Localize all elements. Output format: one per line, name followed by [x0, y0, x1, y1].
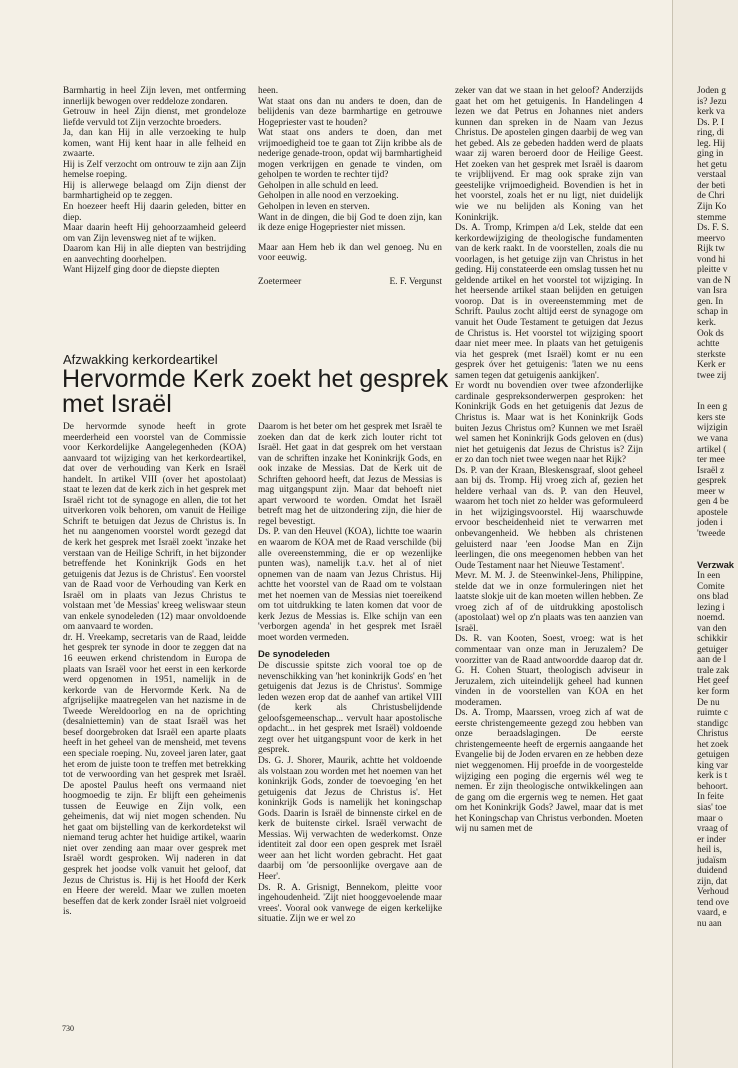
edge-line: getuiger [697, 644, 728, 655]
edge-line: wijzigin [697, 423, 728, 434]
article-column-2 [258, 422, 442, 1018]
edge-line: noemd. [697, 613, 725, 624]
signature-place: Zoetermeer [258, 276, 302, 287]
edge-line: maar o [697, 813, 723, 824]
paragraph: zeker van dat we staan in het geloof? Anderzijds gaat het om het getuigenis. In Handelingen 4 lezen we dat Petrus en Johannes niet anders kunnen dan spreken in de Naam van Jezus Christus. De apostelen gingen daarbij de weg van het gebed. Als ze gebeden hadden werd de plaats waar zij waren beroerd door de Heilige Geest. Het zoeken van het gesprek met Israël is daarom te vrijblijvend. Er mag ook sprake zijn van geestelijke vrijmoedigheid. Bovendien is het in het voorstel, zoals het er nu ligt, niet duidelijk wie we nu belijden als Koning van het Koninkrijk. [455, 86, 643, 223]
page-number: 730 [62, 1024, 74, 1033]
paragraph: Ds. R. van Kooten, Soest, vroeg: wat is het commentaar van onze man in Jeruzalem? De voorzitter van de Raad antwoordde daarop dat dr. G. H. Cohen Stuart, theologisch adviseur in Jeruzalem, zich uiteindelijk geheel had kunnen vinden in de voorstellen van KOA en het moderamen. [455, 634, 643, 708]
edge-line: aan de l [697, 655, 727, 666]
edge-line: we vana [697, 433, 728, 444]
edge-line: 'tweede [697, 528, 726, 539]
edge-line: leg. Hij [697, 138, 726, 149]
paragraph: Getrouw in heel Zijn dienst, met grondeloze liefde vervuld tot Zijn verzochte broeders. [63, 107, 246, 128]
edge-line: vraag of [697, 824, 728, 835]
edge-line: het zoek [697, 739, 729, 750]
paragraph: Ds. P. van den Heuvel (KOA), lichtte toe waarin en waarom de KOA met de Raad verschilde (bij alle overeenstemming, die er op wezenlijke punten was), namelijk t.a.v. het al of niet opnemen van de naam van Jezus Christus. Hij achtte het voorstel van de Raad om te volstaan met het noemen van de Messias niet toereikend om tot uitdrukking te laten komen dat voor de kerk Jezus de Messias is. Elke schijn van een 'verborgen agenda' in het gesprek met Israël moet worden vermeden. [258, 527, 442, 643]
edge-line: artikel ( [697, 444, 727, 455]
edge-line: lezing i [697, 602, 725, 613]
edge-line: ruimte c [697, 708, 728, 719]
edge-line [697, 381, 738, 402]
edge-line: ter mee [697, 455, 725, 466]
edge-line: In een g [697, 402, 728, 413]
edge-line: ons blad [697, 592, 729, 603]
paragraph: Wat staat ons dan nu anders te doen, dan de belijdenis van deze barmhartige en getrouwe Hogepriester vast te houden? [258, 96, 442, 128]
edge-line: Zijn Ko [697, 202, 727, 213]
edge-line: zijn, dat [697, 876, 728, 887]
paragraph: Ds. R. A. Grisnigt, Bennekom, pleitte voor ingehoudenheid. 'Zijt niet hooggevoelende maar vrees'. Vooral ook vanwege de eigen kerkelijke situatie. Zijn we er wel zo [258, 882, 442, 925]
paragraph: heen. [258, 86, 279, 96]
paragraph: dr. H. Vreekamp, secretaris van de Raad, leidde het gesprek ter synode in door te zeggen dat na 16 eeuwen erkend christendom in Europa de plaats van Israël voor het eerst in een kerkorde werd opgenomen in 1951, namelijk in de kerkorde van de Hervormde Kerk. Na de afgrijselijke maatregelen van het nazisme in de Tweede Wereldoorlog en na de oprichting (desalniettemin) van de staat Israël was het besef doorgebroken dat Israël een aparte plaats heeft in het geheel van de mensheid, met tevens een speciale roeping. Nu, zoveel jaren later, gaat het erom de juiste toon te treffen met betrekking tot de verwoording van het gesprek met Israël. De apostel Paulus heeft ons vermaand niet hoogmoedig te zijn. Er blijft een geheimenis tussen de Eeuwige en Zijn volk, een geheimenis, dat wij niet mogen schenden. Nu het gaat om bijstelling van de kerkordetekst wil niemand terug achter het huidige artikel, waarin niet over zending aan maar over gesprek met Israël wordt gesproken. Wij naderen in dat gesprek het joodse volk vanuit het geloof, dat Jezus de Christus is. Hij is het Hoofd der Kerk en Heere der wereld. Maar we zullen moeten beseffen dat de kerk zonder Israël niet volgroeid is. [63, 632, 246, 918]
paragraph: Geholpen in alle nood en verzoeking. [258, 191, 399, 202]
edge-line: vond hi [697, 254, 726, 265]
edge-line: De nu [697, 697, 720, 708]
article-column-1 [63, 422, 246, 1018]
edge-line: pleitte v [697, 265, 728, 276]
edge-line: getuigen [697, 750, 730, 761]
paragraph: Ja, dan kan Hij in alle verzoeking te hulp komen, want Hij kent haar in alle felheid en zwaarte. [63, 128, 246, 160]
edge-line: sterkste [697, 349, 726, 360]
edge-line: er inder [697, 834, 726, 845]
edge-line: Ds. F. S. [697, 223, 729, 234]
edge-line: Ds. P. I [697, 117, 725, 128]
edge-line: meervo [697, 233, 726, 244]
edge-line: In feite [697, 792, 724, 803]
edge-line: Rijk tw [697, 244, 725, 255]
edge-line [697, 539, 738, 560]
edge-line: judaïsm [697, 855, 727, 866]
article-column-3 [455, 86, 643, 1018]
paragraph: Barmhartig in heel Zijn leven, met ontferming innerlijk bewogen over reddeloze zondaren. [63, 86, 246, 107]
edge-line: van Isra [697, 286, 727, 297]
signature-name: E. F. Vergunst [389, 276, 442, 287]
subheading: De synodeleden [258, 648, 330, 660]
edge-line: stemme [697, 212, 727, 223]
edge-line: kerk va [697, 107, 725, 118]
edge-line: Verhoud [697, 887, 729, 898]
edge-line: kerk. [697, 318, 717, 329]
edge-line: joden i [697, 518, 723, 529]
edge-line: nu aan [697, 919, 722, 930]
edge-line: van de N [697, 275, 731, 286]
edge-line: behoort. [697, 781, 728, 792]
edge-line: achtte [697, 339, 720, 350]
paragraph: Ds. A. Tromp, Krimpen a/d Lek, stelde dat een kerkordewijziging de theologische fundamenten van de kerk raakt. In de voorstellen, zoals die nu voorlagen, is het getuige zijn van Christus in het geding. Hij constateerde een omslag tussen het nu geldende artikel en het voorstel tot wijziging. In het heersende artikel staan belijden en getuigen voorop. Dat is in overeenstemming met de Schrift. Paulus zocht altijd eerst de synagoge om vanuit het Oude Testament te getuigen dat Jezus de Christus is. Het voorstel tot wijziging spoort daar niet meer mee. In plaats van het getuigenis via het gesprek (met Israël) komt er nu een gesprek óver het getuigenis: 'laten we nu eens samen tegen dat getuigenis aankijken'. [455, 223, 643, 381]
edge-line: Verzwak [697, 559, 735, 571]
paragraph: Maar daarin heeft Hij gehoorzaamheid geleerd om van Zijn levensweg niet af te wijken. [63, 223, 246, 244]
edge-line: gen. In [697, 296, 724, 307]
paragraph: Geholpen in leven en sterven. [258, 202, 370, 213]
paragraph: De discussie spitste zich vooral toe op de nevenschikking van 'het koninkrijk Gods' en 'het getuigenis dat Jezus is de Christus'. Sommige leden wezen erop dat de aanhef van artikel VIII (de kerk als Christusbelijdende geloofsgemeenschap... vervult haar apostolische opdacht... in het gesprek met Israël) voldoende zegt over het uitgangspunt voor de kerk in het gesprek. [258, 661, 442, 756]
paragraph: Hij is Zelf verzocht om ontrouw te zijn aan Zijn hemelse roeping. [63, 159, 246, 181]
edge-line: schikkir [697, 634, 728, 645]
edge-line: Christus [697, 729, 729, 740]
edge-line: de Chri [697, 191, 725, 202]
edge-line: twee zij [697, 370, 727, 381]
paragraph: Ds. A. Tromp, Maarssen, vroeg zich af wat de eerste christengemeente gezegd zou hebben van onze beraadslagingen. De eerste christengemeente heeft de ergernis aangaande het Evangelie bij de Joden ervaren en ze hebben deze niet weggenomen. Hij proefde in de voorgestelde wijziging een poging die ergernis wél weg te nemen. Er zijn theologische ontwikkelingen aan de gang om die ergernis weg te nemen. Het gaat om het Koninkrijk Gods? Jawel, maar dat is met het Koningschap van Christus verbonden. Moeten wij nu samen met de [455, 708, 643, 835]
paragraph: Daarom kan Hij in alle diepten van bestrijding en aanvechting doorhelpen. [63, 244, 246, 265]
paragraph: Daarom is het beter om het gesprek met Israël te zoeken dan dat de kerk zich louter richt tot Israël. Het gaat in dat gesprek om het verstaan van de schriften inzake het Koninkrijk Gods, en ook inzake de Messias. Dat de Kerk uit de Schriften gehoord heeft, dat Jezus de Messias is mag uitgangspunt zijn. Maar dat behoeft niet apart verwoord te worden. Omdat het Israël betreft mag het de uitzondering zijn, die hier de regel bevestigt. [258, 422, 442, 527]
paragraph: Geholpen in alle schuld en leed. [258, 180, 379, 191]
signature-line [258, 277, 442, 288]
edge-line: van den [697, 623, 727, 634]
edge-line: der beti [697, 180, 726, 191]
edge-line: meer w [697, 486, 725, 497]
edge-line: ker form [697, 686, 730, 697]
paragraph: Want in de dingen, die bij God te doen zijn, kan ik deze enige Hogepriester niet missen. [258, 212, 442, 234]
edge-line: gesprek [697, 476, 727, 487]
edge-line: tend ove [697, 897, 730, 908]
paragraph: Wat staat ons anders te doen, dan met vrijmoedigheid toe te gaan tot Zijn kribbe als de nederige genade-troon, opdat wij barmhartigheid mogen verkrijgen en genade te vinden, om geholpen te worden te rechter tijd? [258, 128, 442, 181]
edge-line: heil is, [697, 845, 722, 856]
edge-line: ring, di [697, 128, 725, 139]
edge-line: Joden g [697, 86, 726, 96]
paragraph: Hij is allerwege belaagd om Zijn dienst der barmhartigheid op te zeggen. [63, 180, 246, 202]
paragraph: En hoezeer heeft Hij daarin geleden, bitter en diep. [63, 202, 246, 223]
paragraph: Maar aan Hem heb ik dan wel genoeg. Nu en voor eeuwig. [258, 242, 442, 264]
top-left-column [63, 86, 246, 338]
paragraph: Ds. G. J. Shorer, Maurik, achtte het voldoende als volstaan zou worden met het noemen van het koninkrijk Gods, zonder de toevoeging 'en het getuigenis dat Jezus de Christus is'. Het koninkrijk Gods is namelijk het koningschap Gods. Daarin is Israël de binnenste cirkel en de kerk de buitenste cirkel. Israël verwacht de Messias. Wij verwachten de wederkomst. Onze identiteit zal door een open gesprek met Israël weer aan het licht worden gebracht. Het gaat daarbij om 'de persoonlijke overgave aan de Heer'. [258, 755, 442, 882]
paragraph: De hervormde synode heeft in grote meerderheid een voorstel van de Commissie voor Kerkordelijke Aangelegenheden (KOA) aanvaard tot wijziging van het kerkordeartikel, dat over de verhouding van Kerk en Israël handelt. In artikel VIII (over het apostolaat) staat te lezen dat de kerk zich in het gesprek met Israël richt tot de synagoge en allen, die tot het uitverkoren volk behoren, om vanuit de Heilige Schrift te betuigen dat Jezus de Christus is. In het nu aangenomen voorstel wordt gezegd dat de kerk het gesprek met Israël zoekt 'inzake het verstaan van de Heilige Schrift, in het bijzonder betreffende het Koninkrijk Gods en het getuigenis dat Jezus is de Christus'. Een voorstel van de Raad voor de Verhouding van Kerk en Israël om in plaats van Jezus Christus te volstaan met 'de Messias' kreeg weliswaar steun van enkele synodeleden (12) maar onvoldoende om aanvaard te worden. [63, 422, 246, 633]
edge-line: standigc [697, 718, 729, 729]
edge-line: is? Jezu [697, 96, 727, 107]
edge-line: sias' toe [697, 803, 727, 813]
edge-line: schap in [697, 307, 728, 318]
article-headline: Hervormde Kerk zoekt het gesprek met Israël [62, 365, 449, 418]
edge-line: Kerk er [697, 360, 726, 371]
paragraph: Mevr. M. M. J. de Steenwinkel-Jens, Philippine, stelde dat we in onze formuleringen niet het laatste slokje uit de kan moeten willen hebben. Ze vroeg zich af of de uitdrukking apostolisch (apostolaat) wel op z'n plaats was ten aanzien van Israël. [455, 571, 643, 634]
edge-line: Israël z [697, 465, 725, 476]
adjacent-page-text [697, 86, 738, 930]
edge-line: het getu [697, 159, 727, 170]
edge-line: kerk is t [697, 771, 728, 782]
edge-line: vaard, e [697, 908, 727, 919]
paragraph: Er wordt nu bovendien over twee afzonderlijke cardinale gespreksonderwerpen gesproken: het Koninkrijk Gods en het getuigenis dat Jezus de Christus is. Maar wat is het Koninkrijk Gods buiten Jezus Christus om? Kunnen we met Israël wel samen het Koninkrijk Gods geloven en (dus) niet het getuigenis dat Jezus de Christus is? Zijn er zo dan toch niet twee wegen naar het Rijk? [455, 381, 643, 466]
paragraph: Ds. P. van der Kraan, Bleskensgraaf, sloot geheel aan bij ds. Tromp. Hij vroeg zich af, gezien het heldere verhaal van ds. P. van den Heuvel, waarom het toch niet zo helder was geformuleerd in het wijzigingsvoorstel. Hij waarschuwde ervoor bescheidenheid niet te verwarren met onbevangenheid. We hebben als christenen geluisterd naar 'een Joodse Man en Zijn leerlingen, die ons meegenomen hebben van het Oude Testament naar het Nieuwe Testament'. [455, 465, 643, 571]
edge-line: gen 4 be [697, 497, 729, 508]
edge-line: trale zak [697, 665, 730, 676]
edge-line: apostele [697, 507, 728, 518]
edge-line: king var [697, 760, 728, 771]
edge-line: Het geef [697, 676, 730, 687]
paragraph: Want Hijzelf ging door de diepste diepten [63, 265, 220, 276]
edge-line: Comite [697, 581, 725, 592]
edge-line: kers ste [697, 412, 726, 423]
top-middle-column [258, 86, 442, 338]
edge-line: verstaal [697, 170, 727, 181]
edge-line: In een [697, 570, 721, 581]
article-kicker: Afzwakking kerkordeartikel [63, 352, 218, 367]
edge-line: duidend [697, 866, 728, 877]
edge-line: ging in [697, 149, 724, 160]
edge-line: Ook ds [697, 328, 724, 339]
